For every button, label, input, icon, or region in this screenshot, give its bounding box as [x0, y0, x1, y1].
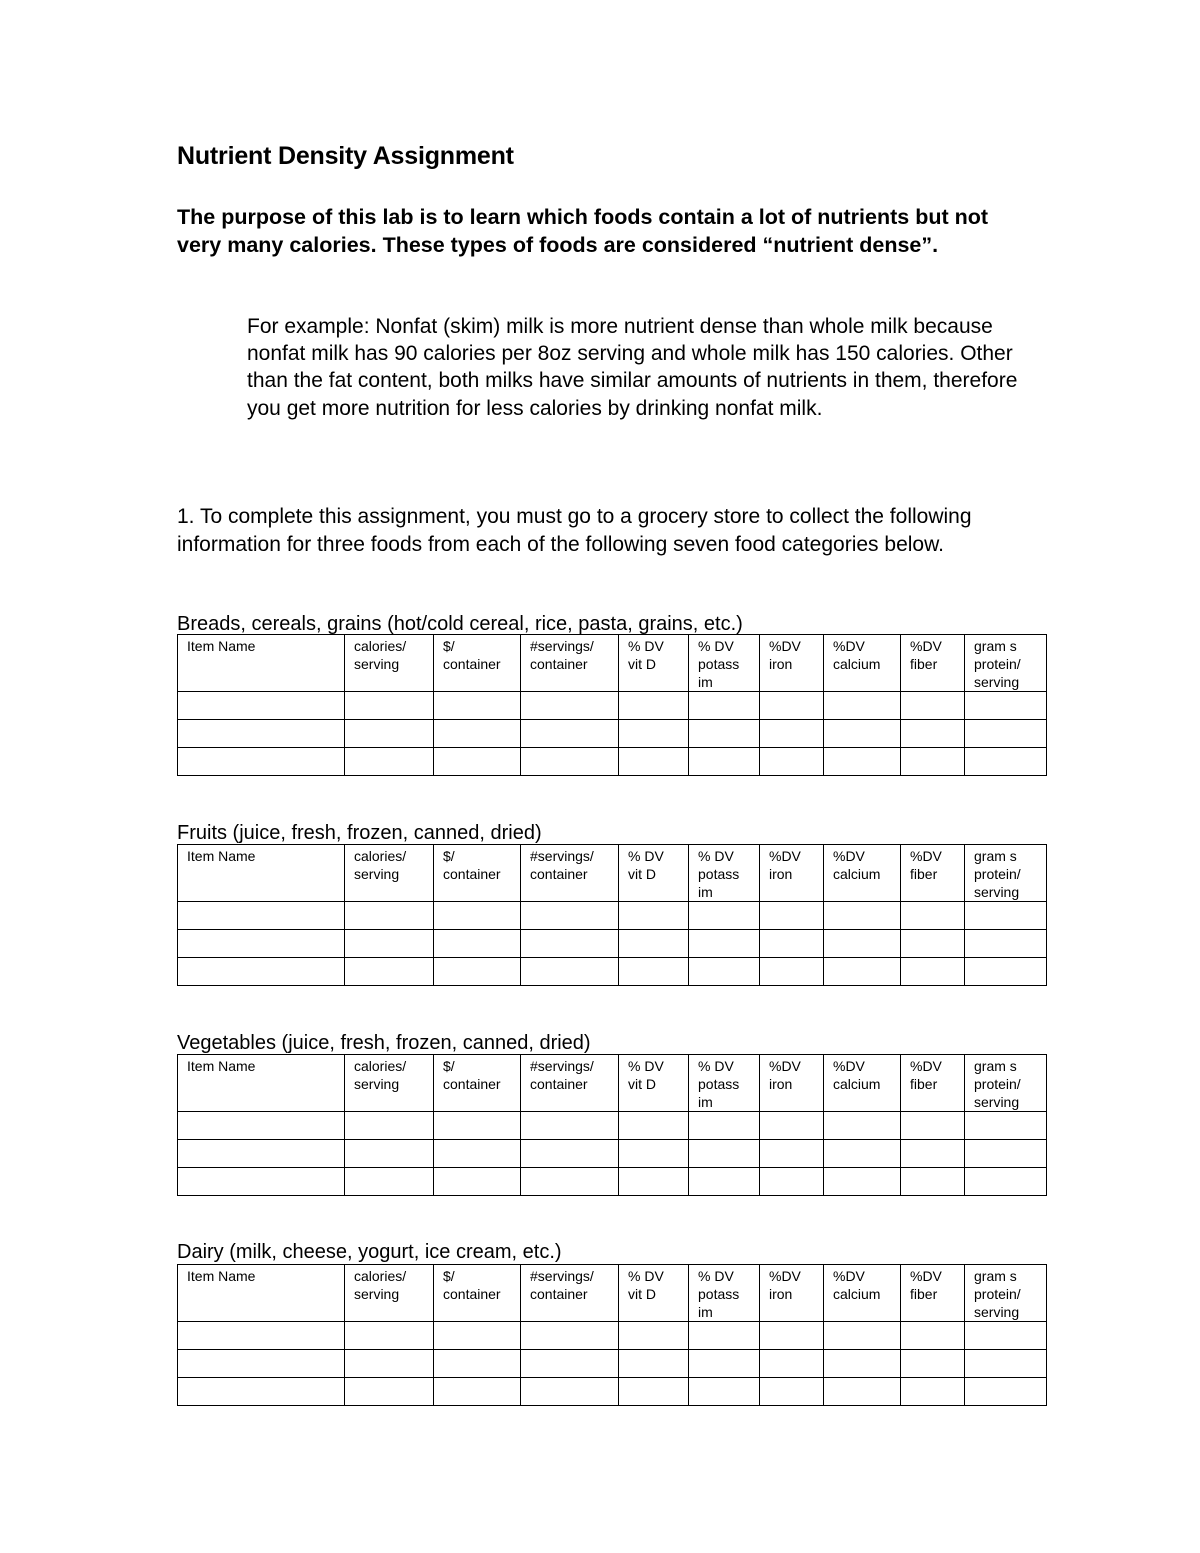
- header-text-line: fiber: [910, 1076, 938, 1092]
- column-header-item-name: [178, 845, 345, 902]
- entry-cell-dv-potassium[interactable]: [689, 930, 760, 958]
- header-text-line: iron: [769, 1076, 793, 1092]
- entry-cell-dv-potassium[interactable]: [689, 1350, 760, 1378]
- entry-cell-dv-iron[interactable]: [760, 1112, 824, 1140]
- header-text-line: gram s: [974, 848, 1017, 864]
- header-text-line: protein/: [974, 1076, 1021, 1092]
- entry-cell-item-name[interactable]: [178, 902, 345, 930]
- entry-cell-item-name[interactable]: [178, 958, 345, 986]
- entry-cell-grams-protein[interactable]: [965, 902, 1047, 930]
- entry-cell-grams-protein[interactable]: [965, 1378, 1047, 1406]
- entry-cell-dv-vit-d[interactable]: [619, 1112, 689, 1140]
- entry-cell-dv-vit-d[interactable]: [619, 958, 689, 986]
- entry-cell-price-per-container[interactable]: [434, 748, 521, 776]
- entry-cell-dv-fiber[interactable]: [901, 720, 965, 748]
- column-header-servings-per-container: [521, 1265, 619, 1322]
- entry-cell-item-name[interactable]: [178, 1322, 345, 1350]
- header-text-line: iron: [769, 656, 793, 672]
- header-text-line: $/: [443, 1058, 455, 1074]
- column-header-dv-vit-d: [619, 845, 689, 902]
- table-row: [178, 930, 1047, 958]
- column-header-grams-protein: [965, 1055, 1047, 1112]
- entry-cell-dv-fiber[interactable]: [901, 1350, 965, 1378]
- entry-cell-dv-calcium[interactable]: [824, 692, 901, 720]
- entry-cell-servings-per-container[interactable]: [521, 1168, 619, 1196]
- entry-cell-servings-per-container[interactable]: [521, 692, 619, 720]
- header-row: [178, 845, 1047, 902]
- entry-cell-dv-fiber[interactable]: [901, 1322, 965, 1350]
- header-text-line: %DV: [769, 1268, 801, 1284]
- header-text-line: % DV: [628, 638, 664, 654]
- header-text-line: calories/: [354, 1268, 407, 1284]
- entry-cell-servings-per-container[interactable]: [521, 720, 619, 748]
- entry-cell-price-per-container[interactable]: [434, 1168, 521, 1196]
- entry-cell-dv-calcium[interactable]: [824, 1112, 901, 1140]
- header-text-line: gram s: [974, 1268, 1017, 1284]
- header-text-line: vit D: [628, 866, 656, 882]
- entry-cell-calories-per-serving[interactable]: [345, 1112, 434, 1140]
- entry-cell-dv-potassium[interactable]: [689, 1378, 760, 1406]
- entry-cell-dv-vit-d[interactable]: [619, 1378, 689, 1406]
- column-header-item-name: [178, 1265, 345, 1322]
- entry-cell-dv-iron[interactable]: [760, 1140, 824, 1168]
- column-header-price-per-container: [434, 1055, 521, 1112]
- column-header-calories-per-serving: [345, 1265, 434, 1322]
- entry-cell-servings-per-container[interactable]: [521, 958, 619, 986]
- entry-cell-grams-protein[interactable]: [965, 1322, 1047, 1350]
- entry-cell-grams-protein[interactable]: [965, 748, 1047, 776]
- header-text-line: % DV: [698, 638, 734, 654]
- header-text-line: vit D: [628, 1076, 656, 1092]
- entry-cell-dv-calcium[interactable]: [824, 720, 901, 748]
- entry-cell-dv-fiber[interactable]: [901, 748, 965, 776]
- entry-cell-dv-calcium[interactable]: [824, 1350, 901, 1378]
- header-row: [178, 1265, 1047, 1322]
- entry-cell-dv-iron[interactable]: [760, 692, 824, 720]
- header-text-line: serving: [354, 656, 400, 672]
- entry-cell-calories-per-serving[interactable]: [345, 720, 434, 748]
- column-header-grams-protein: [965, 635, 1047, 692]
- entry-cell-dv-fiber[interactable]: [901, 692, 965, 720]
- column-header-servings-per-container: [521, 635, 619, 692]
- nutrient-table: [177, 634, 1047, 776]
- column-header-calories-per-serving: [345, 1055, 434, 1112]
- entry-cell-price-per-container[interactable]: [434, 720, 521, 748]
- section-label: Fruits (juice, fresh, frozen, canned, dried): [177, 822, 542, 844]
- header-text-line: vit D: [628, 656, 656, 672]
- table-row: [178, 720, 1047, 748]
- header-text-line: #servings/: [530, 638, 594, 654]
- column-header-dv-calcium: [824, 845, 901, 902]
- header-text-line: %DV: [769, 1058, 801, 1074]
- entry-cell-servings-per-container[interactable]: [521, 902, 619, 930]
- entry-cell-dv-iron[interactable]: [760, 748, 824, 776]
- entry-cell-grams-protein[interactable]: [965, 1140, 1047, 1168]
- table-row: [178, 748, 1047, 776]
- entry-cell-item-name[interactable]: [178, 1112, 345, 1140]
- entry-cell-grams-protein[interactable]: [965, 1112, 1047, 1140]
- example-paragraph: For example: Nonfat (skim) milk is more nutrient dense than whole milk because nonfat milk has 90 calories per 8oz serving and whole milk has 150 calories. Other than the fat content, both milks have similar amounts of nutrients in them, therefore you get more nutrition for less calories by drinking nonfat milk.: [247, 315, 1018, 420]
- header-text-line: potass: [698, 866, 740, 882]
- entry-cell-item-name[interactable]: [178, 720, 345, 748]
- entry-cell-calories-per-serving[interactable]: [345, 1378, 434, 1406]
- header-text-line: protein/: [974, 866, 1021, 882]
- entry-cell-price-per-container[interactable]: [434, 1112, 521, 1140]
- header-text-line: fiber: [910, 656, 938, 672]
- header-text-line: #servings/: [530, 1058, 594, 1074]
- column-header-dv-iron: [760, 635, 824, 692]
- column-header-servings-per-container: [521, 1055, 619, 1112]
- entry-cell-dv-potassium[interactable]: [689, 1322, 760, 1350]
- header-text-line: % DV: [628, 1058, 664, 1074]
- header-text-line: Item Name: [187, 1268, 256, 1284]
- entry-cell-calories-per-serving[interactable]: [345, 1322, 434, 1350]
- header-text-line: iron: [769, 866, 793, 882]
- entry-cell-dv-vit-d[interactable]: [619, 748, 689, 776]
- header-text-line: im: [698, 674, 713, 690]
- entry-cell-item-name[interactable]: [178, 1378, 345, 1406]
- table-row: [178, 1350, 1047, 1378]
- header-text-line: Item Name: [187, 1058, 256, 1074]
- page-title: Nutrient Density Assignment: [177, 142, 514, 170]
- header-text-line: calcium: [833, 1076, 881, 1092]
- column-header-dv-fiber: [901, 1055, 965, 1112]
- entry-cell-dv-fiber[interactable]: [901, 1168, 965, 1196]
- header-text-line: container: [443, 656, 501, 672]
- entry-cell-dv-vit-d[interactable]: [619, 1350, 689, 1378]
- entry-cell-dv-potassium[interactable]: [689, 902, 760, 930]
- header-text-line: serving: [974, 884, 1020, 900]
- entry-cell-calories-per-serving[interactable]: [345, 692, 434, 720]
- entry-cell-price-per-container[interactable]: [434, 1322, 521, 1350]
- column-header-grams-protein: [965, 1265, 1047, 1322]
- entry-cell-servings-per-container[interactable]: [521, 1112, 619, 1140]
- entry-cell-servings-per-container[interactable]: [521, 748, 619, 776]
- entry-cell-item-name[interactable]: [178, 1168, 345, 1196]
- column-header-calories-per-serving: [345, 845, 434, 902]
- column-header-dv-calcium: [824, 635, 901, 692]
- column-header-dv-iron: [760, 1265, 824, 1322]
- entry-cell-dv-fiber[interactable]: [901, 1112, 965, 1140]
- entry-cell-dv-potassium[interactable]: [689, 720, 760, 748]
- header-text-line: %DV: [910, 1058, 942, 1074]
- header-text-line: iron: [769, 1286, 793, 1302]
- header-text-line: %DV: [769, 638, 801, 654]
- header-text-line: %DV: [910, 1268, 942, 1284]
- header-text-line: protein/: [974, 1286, 1021, 1302]
- entry-cell-grams-protein[interactable]: [965, 958, 1047, 986]
- entry-cell-price-per-container[interactable]: [434, 930, 521, 958]
- column-header-dv-vit-d: [619, 1265, 689, 1322]
- entry-cell-dv-fiber[interactable]: [901, 930, 965, 958]
- entry-cell-dv-calcium[interactable]: [824, 1378, 901, 1406]
- entry-cell-dv-iron[interactable]: [760, 1350, 824, 1378]
- table-row: [178, 1168, 1047, 1196]
- header-text-line: % DV: [628, 848, 664, 864]
- header-text-line: potass: [698, 656, 740, 672]
- header-text-line: vit D: [628, 1286, 656, 1302]
- column-header-dv-iron: [760, 1055, 824, 1112]
- header-text-line: container: [443, 866, 501, 882]
- header-text-line: container: [530, 656, 588, 672]
- table-row: [178, 1378, 1047, 1406]
- header-text-line: %DV: [910, 638, 942, 654]
- header-text-line: gram s: [974, 1058, 1017, 1074]
- header-text-line: Item Name: [187, 848, 256, 864]
- column-header-dv-potassium: [689, 845, 760, 902]
- header-text-line: %DV: [833, 638, 865, 654]
- header-text-line: % DV: [628, 1268, 664, 1284]
- entry-cell-dv-iron[interactable]: [760, 720, 824, 748]
- header-row: [178, 1055, 1047, 1112]
- section-label: Vegetables (juice, fresh, frozen, canned, dried): [177, 1032, 591, 1054]
- header-text-line: protein/: [974, 656, 1021, 672]
- header-text-line: container: [443, 1286, 501, 1302]
- entry-cell-dv-fiber[interactable]: [901, 1378, 965, 1406]
- header-text-line: % DV: [698, 1268, 734, 1284]
- entry-cell-calories-per-serving[interactable]: [345, 958, 434, 986]
- entry-cell-dv-potassium[interactable]: [689, 748, 760, 776]
- header-text-line: serving: [974, 674, 1020, 690]
- entry-cell-dv-iron[interactable]: [760, 1168, 824, 1196]
- column-header-dv-fiber: [901, 635, 965, 692]
- column-header-item-name: [178, 635, 345, 692]
- table-row: [178, 902, 1047, 930]
- entry-cell-dv-calcium[interactable]: [824, 1140, 901, 1168]
- entry-cell-dv-potassium[interactable]: [689, 958, 760, 986]
- header-text-line: gram s: [974, 638, 1017, 654]
- entry-cell-grams-protein[interactable]: [965, 720, 1047, 748]
- entry-cell-calories-per-serving[interactable]: [345, 1168, 434, 1196]
- nutrient-table: [177, 844, 1047, 986]
- entry-cell-item-name[interactable]: [178, 692, 345, 720]
- entry-cell-servings-per-container[interactable]: [521, 1350, 619, 1378]
- column-header-dv-iron: [760, 845, 824, 902]
- entry-cell-dv-vit-d[interactable]: [619, 692, 689, 720]
- entry-cell-grams-protein[interactable]: [965, 930, 1047, 958]
- table-row: [178, 1112, 1047, 1140]
- header-text-line: serving: [974, 1304, 1020, 1320]
- entry-cell-dv-vit-d[interactable]: [619, 1168, 689, 1196]
- entry-cell-calories-per-serving[interactable]: [345, 902, 434, 930]
- entry-cell-item-name[interactable]: [178, 930, 345, 958]
- entry-cell-dv-iron[interactable]: [760, 1378, 824, 1406]
- header-row: [178, 635, 1047, 692]
- entry-cell-servings-per-container[interactable]: [521, 1378, 619, 1406]
- entry-cell-servings-per-container[interactable]: [521, 1140, 619, 1168]
- header-text-line: container: [530, 866, 588, 882]
- header-text-line: container: [443, 1076, 501, 1092]
- entry-cell-dv-iron[interactable]: [760, 958, 824, 986]
- nutrient-table: [177, 1054, 1047, 1196]
- header-text-line: fiber: [910, 866, 938, 882]
- header-text-line: fiber: [910, 1286, 938, 1302]
- table-row: [178, 1140, 1047, 1168]
- entry-cell-dv-potassium[interactable]: [689, 1168, 760, 1196]
- entry-cell-dv-calcium[interactable]: [824, 1168, 901, 1196]
- header-text-line: #servings/: [530, 1268, 594, 1284]
- entry-cell-dv-calcium[interactable]: [824, 930, 901, 958]
- entry-cell-price-per-container[interactable]: [434, 902, 521, 930]
- column-header-grams-protein: [965, 845, 1047, 902]
- header-text-line: %DV: [833, 1268, 865, 1284]
- column-header-dv-potassium: [689, 635, 760, 692]
- column-header-dv-potassium: [689, 1265, 760, 1322]
- entry-cell-item-name[interactable]: [178, 748, 345, 776]
- header-text-line: calcium: [833, 1286, 881, 1302]
- entry-cell-price-per-container[interactable]: [434, 958, 521, 986]
- entry-cell-dv-fiber[interactable]: [901, 1140, 965, 1168]
- entry-cell-dv-vit-d[interactable]: [619, 1140, 689, 1168]
- header-text-line: $/: [443, 638, 455, 654]
- column-header-dv-calcium: [824, 1055, 901, 1112]
- entry-cell-dv-vit-d[interactable]: [619, 1322, 689, 1350]
- entry-cell-dv-calcium[interactable]: [824, 902, 901, 930]
- entry-cell-calories-per-serving[interactable]: [345, 1350, 434, 1378]
- entry-cell-servings-per-container[interactable]: [521, 1322, 619, 1350]
- column-header-price-per-container: [434, 635, 521, 692]
- section-label: Dairy (milk, cheese, yogurt, ice cream, etc.): [177, 1241, 562, 1263]
- entry-cell-item-name[interactable]: [178, 1350, 345, 1378]
- header-text-line: serving: [974, 1094, 1020, 1110]
- entry-cell-dv-vit-d[interactable]: [619, 720, 689, 748]
- entry-cell-dv-fiber[interactable]: [901, 958, 965, 986]
- entry-cell-dv-vit-d[interactable]: [619, 930, 689, 958]
- column-header-dv-vit-d: [619, 635, 689, 692]
- header-text-line: calcium: [833, 656, 881, 672]
- header-text-line: $/: [443, 848, 455, 864]
- column-header-dv-fiber: [901, 845, 965, 902]
- entry-cell-dv-calcium[interactable]: [824, 1322, 901, 1350]
- header-text-line: %DV: [833, 848, 865, 864]
- header-text-line: im: [698, 884, 713, 900]
- header-text-line: $/: [443, 1268, 455, 1284]
- column-header-item-name: [178, 1055, 345, 1112]
- header-text-line: calcium: [833, 866, 881, 882]
- entry-cell-dv-calcium[interactable]: [824, 748, 901, 776]
- table-row: [178, 692, 1047, 720]
- header-text-line: #servings/: [530, 848, 594, 864]
- entry-cell-item-name[interactable]: [178, 1140, 345, 1168]
- header-text-line: %DV: [769, 848, 801, 864]
- table-row: [178, 958, 1047, 986]
- entry-cell-calories-per-serving[interactable]: [345, 930, 434, 958]
- header-text-line: serving: [354, 1076, 400, 1092]
- entry-cell-dv-calcium[interactable]: [824, 958, 901, 986]
- entry-cell-dv-fiber[interactable]: [901, 902, 965, 930]
- column-header-price-per-container: [434, 1265, 521, 1322]
- header-text-line: Item Name: [187, 638, 256, 654]
- entry-cell-dv-iron[interactable]: [760, 1322, 824, 1350]
- table-row: [178, 1322, 1047, 1350]
- column-header-dv-vit-d: [619, 1055, 689, 1112]
- section-label: Breads, cereals, grains (hot/cold cereal, rice, pasta, grains, etc.): [177, 613, 743, 635]
- entry-cell-price-per-container[interactable]: [434, 1140, 521, 1168]
- entry-cell-grams-protein[interactable]: [965, 1168, 1047, 1196]
- header-text-line: im: [698, 1304, 713, 1320]
- header-text-line: %DV: [910, 848, 942, 864]
- header-text-line: serving: [354, 1286, 400, 1302]
- header-text-line: %DV: [833, 1058, 865, 1074]
- header-text-line: potass: [698, 1286, 740, 1302]
- header-text-line: im: [698, 1094, 713, 1110]
- entry-cell-calories-per-serving[interactable]: [345, 748, 434, 776]
- column-header-price-per-container: [434, 845, 521, 902]
- instructions-paragraph: 1. To complete this assignment, you must go to a grocery store to collect the following information for three foods from each of the following seven food categories below.: [177, 505, 972, 556]
- column-header-dv-calcium: [824, 1265, 901, 1322]
- purpose-statement: The purpose of this lab is to learn which foods contain a lot of nutrients but not very many calories. These types of foods are considered “nutrient dense”.: [177, 205, 989, 257]
- column-header-dv-potassium: [689, 1055, 760, 1112]
- entry-cell-price-per-container[interactable]: [434, 692, 521, 720]
- header-text-line: calories/: [354, 638, 407, 654]
- header-text-line: potass: [698, 1076, 740, 1092]
- column-header-servings-per-container: [521, 845, 619, 902]
- entry-cell-servings-per-container[interactable]: [521, 930, 619, 958]
- header-text-line: % DV: [698, 1058, 734, 1074]
- header-text-line: % DV: [698, 848, 734, 864]
- header-text-line: calories/: [354, 848, 407, 864]
- column-header-dv-fiber: [901, 1265, 965, 1322]
- entry-cell-dv-potassium[interactable]: [689, 1112, 760, 1140]
- header-text-line: serving: [354, 866, 400, 882]
- entry-cell-price-per-container[interactable]: [434, 1378, 521, 1406]
- header-text-line: container: [530, 1286, 588, 1302]
- nutrient-table: [177, 1264, 1047, 1406]
- entry-cell-dv-vit-d[interactable]: [619, 902, 689, 930]
- entry-cell-dv-potassium[interactable]: [689, 692, 760, 720]
- entry-cell-dv-iron[interactable]: [760, 902, 824, 930]
- entry-cell-grams-protein[interactable]: [965, 1350, 1047, 1378]
- entry-cell-dv-potassium[interactable]: [689, 1140, 760, 1168]
- entry-cell-calories-per-serving[interactable]: [345, 1140, 434, 1168]
- header-text-line: container: [530, 1076, 588, 1092]
- column-header-calories-per-serving: [345, 635, 434, 692]
- entry-cell-price-per-container[interactable]: [434, 1350, 521, 1378]
- entry-cell-grams-protein[interactable]: [965, 692, 1047, 720]
- entry-cell-dv-iron[interactable]: [760, 930, 824, 958]
- header-text-line: calories/: [354, 1058, 407, 1074]
